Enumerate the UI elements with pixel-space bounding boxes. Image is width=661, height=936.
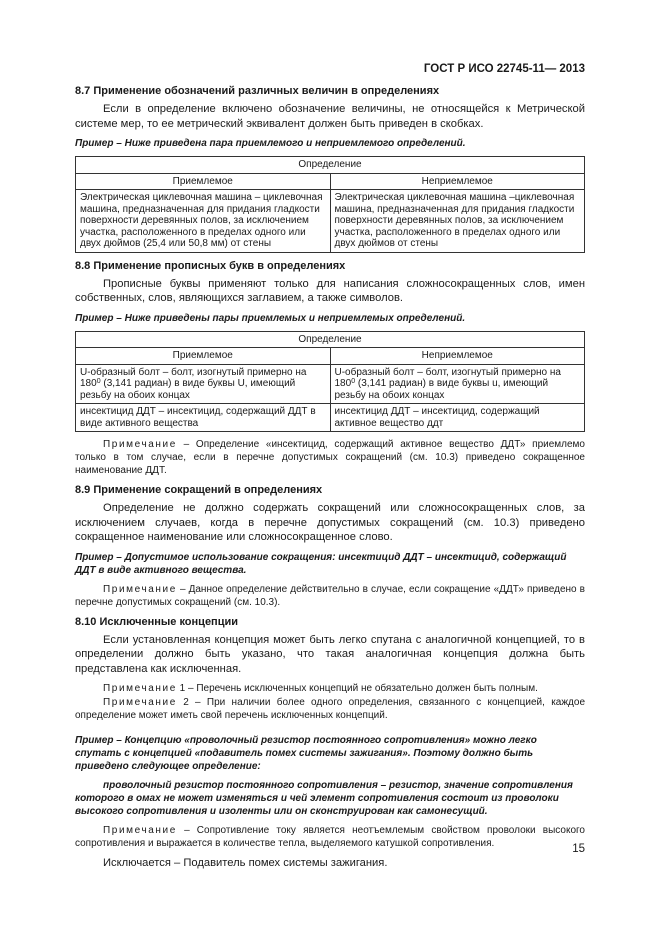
- note-text: 2 – При наличии более одного определения, связанного с концепцией, каждое определение может иметь свой перечень исключенных концепций.: [75, 697, 585, 721]
- cell-text: (3,141 радиан) в виде буквы U, имеющий резьбу на обоих концах: [80, 378, 296, 401]
- degree-superscript: 0: [96, 378, 101, 385]
- note-label: Примечание: [103, 697, 177, 708]
- table-header-unacceptable: Неприемлемое: [330, 173, 585, 190]
- section-8-8-note: [75, 438, 585, 477]
- table-header-acceptable: Приемлемое: [76, 173, 331, 190]
- section-8-8-paragraph: Прописные буквы применяют только для написания сложносокращенных слов, имен собственных, слов, являющихся заглавием, а также символов.: [75, 277, 585, 304]
- section-8-7-example: Пример – Ниже приведена пара приемлемого и неприемлемого определений.: [75, 138, 466, 149]
- definitions-table-8-7: [75, 156, 585, 253]
- section-8-10-note-3: [75, 824, 585, 850]
- section-8-10-example: Пример – Концепцию «проволочный резистор постоянного сопротивления» можно легко спутать с концепцией «подавитель помех системы зажигания». Поэтому должно быть приведено следующее определение:: [75, 735, 537, 772]
- section-title-8-9: 8.9 Применение сокращений в определениях: [75, 484, 323, 496]
- note-label: Примечание: [103, 583, 177, 595]
- cell-text: (3,141 радиан) в виде буквы u, имеющий резьбу на обоих концах: [334, 378, 549, 401]
- table-cell: инсектицид ДДТ – инсектицид, содержащий активное вещество ддт: [330, 404, 585, 432]
- section-title-8-10: 8.10 Исключенные концепции: [75, 615, 238, 628]
- section-8-10-paragraph: Если установленная концепция может быть легко спутана с аналогичной концепцией, то в определении должно быть указано, что такая аналогичная концепция должна быть представлена как исключенная.: [75, 633, 585, 675]
- note-label: Примечание: [103, 683, 177, 694]
- note-text: – Сопротивление току является неотъемлемым свойством проволоки высокого сопротивления и выражается в количестве тепла, выделяемого катушкой сопротивления.: [75, 825, 585, 849]
- note-text: 1 – Перечень исключенных концепций не обязательно должен быть полным.: [176, 683, 538, 694]
- section-8-10-note-1: [75, 682, 585, 695]
- table-cell: инсектицид ДДТ – инсектицид, содержащий ДДТ в виде активного вещества: [76, 404, 331, 432]
- section-8-7-paragraph: Если в определение включено обозначение величины, не относящейся к Метрической системе мер, то ее метрический эквивалент должен быть приведен в скобках.: [75, 103, 585, 130]
- section-8-8-example: Пример – Ниже приведены пары приемлемых и неприемлемых определений.: [75, 312, 466, 324]
- section-title-8-7: 8.7 Применение обозначений различных величин в определениях: [75, 85, 440, 97]
- section-8-10-example-definition: проволочный резистор постоянного сопротивления – резистор, значение сопротивления которого в омах не может изменяться и чей элемент сопротивления состоит из проволоки высокого сопротивления и изоленты или он сконструирован как самонесущий.: [75, 780, 573, 817]
- section-8-9-example: Пример – Допустимое использование сокращения: инсектицид ДДТ – инсектицид, содержащий ДДТ в виде активного вещества.: [75, 551, 567, 576]
- cell-text: U-образный болт – болт, изогнутый примерно на 180: [334, 366, 561, 389]
- page-content: [75, 84, 585, 877]
- table-cell: Электрическая циклевочная машина – циклевочная машина, предназначенная для придания гладкости поверхности деревянных полов, за исключением участка, расположенного в пределах одного или двух дюймов (25,4 или 50,8 мм) от стены: [76, 190, 331, 253]
- table-cell: [76, 364, 331, 404]
- table-header-acceptable: Приемлемое: [76, 348, 331, 365]
- section-8-9-note: [75, 583, 585, 609]
- note-text: – Данное определение действительно в случае, если сокращение «ДДТ» приведено в перечне допустимых сокращений (см. 10.3).: [75, 583, 585, 608]
- table-row: [76, 404, 585, 432]
- standard-header: ГОСТ Р ИСО 22745-11— 2013: [423, 63, 585, 75]
- table-row: [76, 364, 585, 404]
- note-text: – Определение «инсектицид, содержащий активное вещество ДДТ» приемлемо только в том случае, если в перечне допустимых сокращений (см. 10.3) приведено сокращенное наименование ДДТ.: [75, 439, 585, 476]
- note-label: Примечание: [103, 825, 177, 836]
- cell-text: U-образный болт – болт, изогнутый примерно на 180: [80, 366, 307, 389]
- degree-superscript: 0: [351, 378, 356, 385]
- excluded-concept: Исключается – Подавитель помех системы зажигания.: [103, 857, 388, 869]
- section-8-10-note-2: [75, 696, 585, 722]
- table-row: [76, 190, 585, 253]
- table-cell: [330, 364, 585, 404]
- table-caption: Определение: [76, 331, 585, 348]
- definitions-table-8-8: [75, 331, 585, 433]
- note-label: Примечание: [103, 439, 177, 450]
- page-number: 15: [572, 843, 585, 855]
- table-header-unacceptable: Неприемлемое: [330, 348, 585, 365]
- table-caption: Определение: [76, 157, 585, 174]
- section-8-9-paragraph: Определение не должно содержать сокращений или сложносокращенных слов, за исключением случаев, когда в перечне допустимых сокращений (см. 10.3) приведено сокращенное наименование или сложносокращенное слово.: [75, 502, 585, 543]
- section-title-8-8: 8.8 Применение прописных букв в определениях: [75, 259, 346, 272]
- table-cell: Электрическая циклевочная машина –циклевочная машина, предназначенная для придания гладкости поверхности деревянных полов, за исключением участка, расположенного в пределах одного или двух дюймов от стены: [330, 190, 585, 253]
